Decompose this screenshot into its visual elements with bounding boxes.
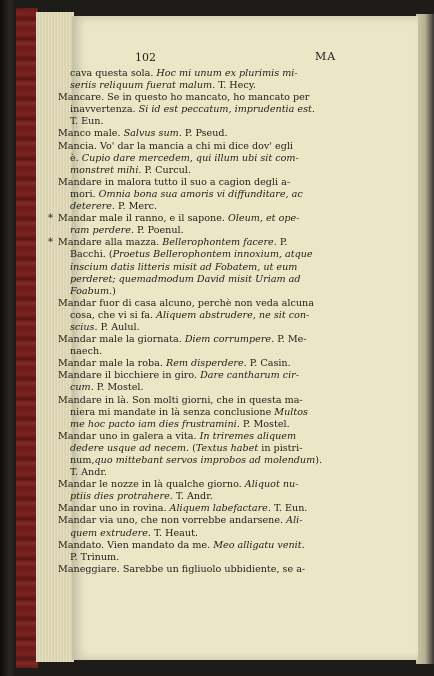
text-line	[58, 286, 402, 298]
roman-text: (	[189, 442, 196, 454]
roman-text: Mandar male il ranno, e il sapone.	[58, 213, 228, 225]
latin-text: Ali-	[286, 515, 303, 527]
roman-text: Mandar via uno, che non vorrebbe andarsene.	[58, 515, 287, 527]
text-line	[58, 491, 402, 503]
roman-text: Mandar male la roba.	[58, 358, 166, 370]
roman-text: cosa, che vi si fa.	[70, 309, 157, 321]
roman-text: è.	[70, 152, 82, 164]
latin-text: quo mittebant servos improbos ad molendum	[94, 455, 316, 466]
text-lines	[48, 68, 402, 576]
latin-text: perderet; quemadmodum David misit Uriam ad	[70, 273, 301, 285]
roman-text: ).	[315, 455, 322, 466]
roman-text: cava questa sola.	[70, 68, 157, 79]
asterisk-mark: *	[48, 237, 53, 249]
text-line	[58, 298, 402, 310]
roman-text: niera mi mandate in là senza conclusione	[70, 406, 275, 418]
text-line	[58, 225, 402, 237]
latin-text: Multos	[274, 406, 308, 418]
text-line	[58, 370, 402, 382]
page-number: 102	[135, 51, 156, 64]
latin-text: Aliquem labefactare.	[169, 503, 271, 515]
text-line	[58, 455, 402, 467]
roman-text: P. Curcul.	[141, 164, 191, 176]
text-line	[58, 515, 402, 527]
text-line	[58, 431, 402, 443]
latin-text: Salvus sum.	[123, 128, 182, 140]
latin-text: In triremes aliquem	[199, 430, 297, 442]
text-line	[58, 201, 402, 213]
marbled-cover-edge	[16, 8, 38, 668]
roman-text: Mandare il bicchiere in giro.	[58, 370, 201, 382]
latin-text: Cupio dare mercedem, qui illum ubi sit com-	[81, 152, 299, 164]
text-line	[58, 552, 402, 564]
latin-text: Aliquot nu-	[244, 479, 299, 491]
roman-text: P. Poenul.	[134, 225, 184, 237]
roman-text: P. Mostel.	[93, 382, 144, 394]
text-line	[48, 213, 402, 225]
text-line	[58, 419, 402, 431]
text-line	[58, 395, 402, 407]
roman-text: in pistri-	[258, 442, 303, 454]
text-line	[58, 334, 402, 346]
latin-text: ptiis dies protrahere.	[70, 491, 173, 503]
roman-text: T. Hecy.	[215, 80, 256, 92]
text-line	[58, 528, 402, 540]
text-line	[58, 80, 402, 92]
text-line	[58, 141, 402, 153]
dictionary-text	[48, 50, 402, 576]
latin-text: Foabum.	[70, 285, 113, 297]
text-line	[58, 407, 402, 419]
text-line	[58, 262, 402, 274]
text-line	[58, 358, 402, 370]
text-line	[58, 153, 402, 165]
page-fore-edge	[416, 14, 434, 664]
roman-text: Manco male.	[58, 128, 124, 140]
latin-text: ram perdere.	[70, 225, 134, 237]
page-header	[58, 52, 402, 68]
latin-text: me hoc pacto iam dies frustramini.	[70, 418, 240, 430]
text-line	[58, 346, 402, 358]
text-line	[58, 128, 402, 140]
roman-text: inavvertenza.	[70, 104, 139, 116]
roman-text: P. Pseud.	[181, 128, 228, 140]
latin-text: Omnia bona sua amoris vi diffunditare, ac	[98, 188, 303, 200]
text-line	[58, 177, 402, 189]
latin-text: Aliquem abstrudere, ne sit con-	[156, 309, 310, 321]
roman-text: P. Me-	[274, 334, 307, 346]
text-line	[58, 443, 402, 455]
latin-text: monstret mihi.	[70, 164, 142, 176]
roman-text: T. Eun.	[70, 116, 104, 128]
roman-text: )	[112, 285, 116, 297]
text-line	[58, 92, 402, 104]
text-line	[58, 310, 402, 322]
latin-text: seriis reliquum fuerat malum.	[70, 80, 216, 92]
roman-text: num,	[70, 455, 95, 466]
roman-text: Mandar uno in rovina.	[58, 503, 170, 515]
latin-text: scius.	[70, 321, 98, 333]
latin-text: deterere.	[70, 201, 115, 213]
roman-text: Mandar fuor di casa alcuno, perchè non veda alcuna	[58, 297, 314, 309]
text-line	[58, 68, 402, 80]
roman-text: Mancare. Se in questo ho mancato, ho mancato per	[58, 92, 310, 104]
roman-text: P. Trinum.	[70, 551, 120, 563]
roman-text: Bacchi. (	[70, 249, 113, 261]
latin-text: Textus habet	[195, 442, 259, 454]
running-head: MA	[315, 50, 337, 63]
roman-text: P. Casin.	[246, 358, 291, 370]
roman-text: P. Aulul.	[97, 321, 140, 333]
asterisk-mark: *	[48, 213, 53, 225]
latin-text: Meo alligatu venit.	[213, 539, 305, 551]
text-line	[58, 467, 402, 479]
latin-text: Oleum, et ope-	[228, 213, 300, 225]
latin-text: inscium datis litteris misit ad Fobatem, ut eum	[70, 261, 298, 273]
text-line	[58, 503, 402, 515]
latin-text: Rem disperdere.	[166, 358, 247, 370]
roman-text: T. Heaut.	[151, 527, 198, 539]
latin-text: Diem corrumpere.	[184, 334, 275, 346]
roman-text: Maneggiare. Sarebbe un figliuolo ubbidiente, se a-	[58, 563, 306, 575]
text-line	[58, 274, 402, 286]
roman-text: mori.	[70, 188, 99, 200]
roman-text: T. Andr.	[172, 491, 213, 503]
roman-text: naech.	[70, 346, 103, 358]
text-line	[58, 382, 402, 394]
roman-text: T. Andr.	[70, 467, 107, 479]
text-line	[58, 540, 402, 552]
roman-text: Mandar uno in galera a vita.	[58, 430, 200, 442]
text-line	[48, 237, 402, 249]
roman-text: P.	[276, 237, 288, 249]
text-line	[58, 479, 402, 491]
roman-text: Mancia. Vo' dar la mancia a chi mi dice dov' egli	[58, 140, 293, 152]
latin-text: cum.	[70, 382, 94, 394]
latin-text: Proetus Bellerophontem innoxium, atque	[112, 249, 313, 261]
latin-text: quem extrudere.	[70, 527, 151, 539]
latin-text: Hoc mi unum ex plurimis mi-	[156, 68, 298, 79]
roman-text: Mandare in malora tutto il suo a cagion degli a-	[58, 176, 291, 188]
text-line	[58, 165, 402, 177]
text-line	[58, 249, 402, 261]
text-line	[58, 189, 402, 201]
latin-text: Dare cantharum cir-	[200, 370, 300, 382]
text-line	[58, 564, 402, 576]
latin-text: Bellerophontem facere.	[162, 237, 277, 249]
text-line	[58, 116, 402, 128]
latin-text: dedere usque ad necem.	[70, 442, 190, 454]
book-spine	[0, 0, 16, 676]
roman-text: P. Merc.	[114, 201, 158, 213]
roman-text: Mandar male la giornata.	[58, 334, 185, 346]
roman-text: Mandato. Vien mandato da me.	[58, 539, 214, 551]
roman-text: Mandare in là. Son molti giorni, che in questa ma-	[58, 394, 303, 406]
roman-text: P. Mostel.	[239, 418, 290, 430]
roman-text: Mandar le nozze in là qualche giorno.	[58, 479, 245, 491]
roman-text: Mandare alla mazza.	[58, 237, 163, 249]
latin-text: Si id est peccatum, imprudentia est.	[138, 104, 315, 116]
roman-text: T. Eun.	[270, 503, 308, 515]
text-line	[58, 322, 402, 334]
text-line	[58, 104, 402, 116]
